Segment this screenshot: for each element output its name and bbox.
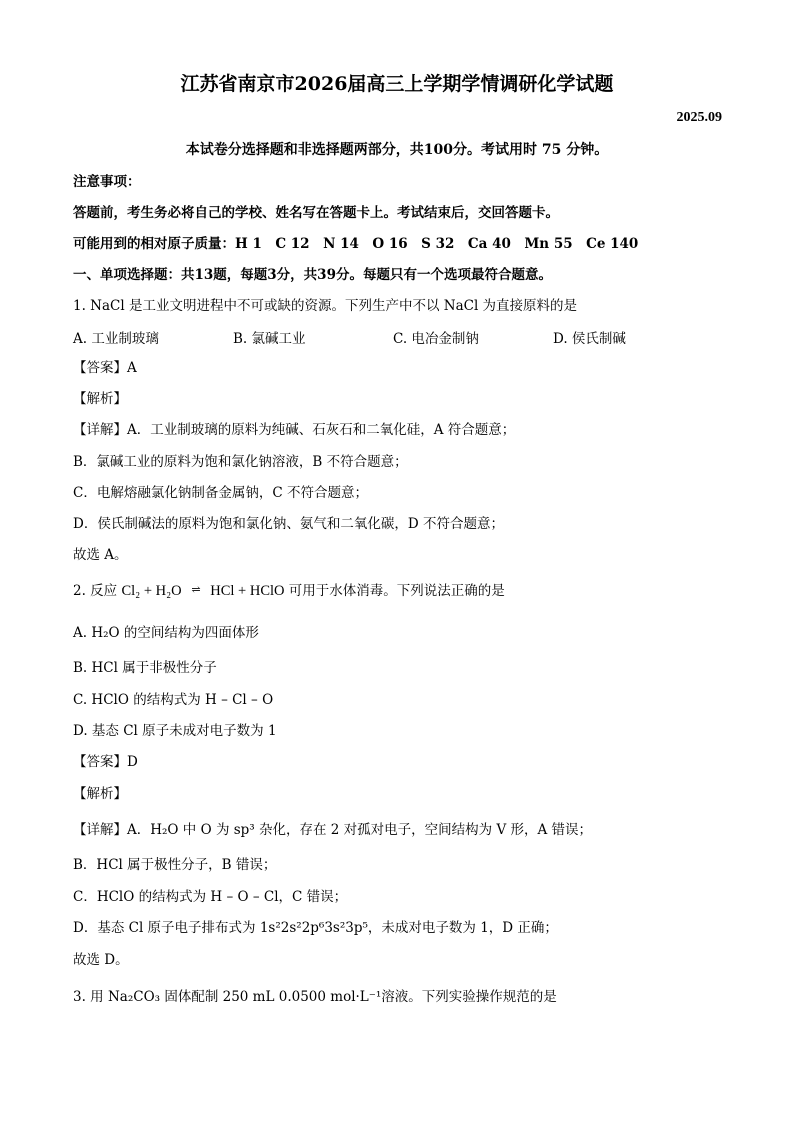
q2-detail-a: 【详解】A．H₂O 中 O 为 sp³ 杂化，存在 2 对孤对电子，空间结构为 V 形，A 错误； [73, 822, 593, 838]
q1-analysis-label: 【解析】 [73, 391, 127, 407]
exam-date: 2025.09 [676, 110, 722, 125]
q1-detail-c: C．电解熔融氯化钠制备金属钠，C 不符合题意； [73, 485, 368, 501]
q1-detail-a: 【详解】A．工业制玻璃的原料为纯碱、石灰石和二氧化硅，A 符合题意； [73, 422, 516, 438]
q2-detail-b: B．HCl 属于极性分子，B 错误； [73, 857, 277, 873]
q1-options [73, 327, 713, 347]
q2-option-d: D. 基态 Cl 原子未成对电子数为 1 [73, 723, 277, 739]
q1-option-c: C. 电冶金制钠 [393, 331, 479, 347]
q1-detail-d: D．侯氏制碱法的原料为饱和氯化钠、氨气和二氧化碳，D 不符合题意； [73, 516, 504, 532]
q2-stem-suffix: 可用于水体消毒。下列说法正确的是 [288, 583, 505, 599]
q1-conclusion: 故选 A。 [73, 547, 128, 563]
q2-equation-left: Cl₂ + H₂O [121, 583, 182, 599]
page-title: 江苏省南京市2026届高三上学期学情调研化学试题 [180, 73, 614, 95]
exam-intro: 本试卷分选择题和非选择题两部分，共100分。考试用时 75 分钟。 [185, 142, 609, 158]
q1-answer: 【答案】A [73, 360, 137, 376]
section-heading: 一、单项选择题：共13题，每题3分，共39分。每题只有一个选项最符合题意。 [73, 267, 552, 283]
q2-option-b: B. HCl 属于非极性分子 [73, 660, 217, 676]
q3-stem: 3. 用 Na₂CO₃ 固体配制 250 mL 0.0500 mol·L⁻¹溶液。下列实验操作规范的是 [73, 989, 557, 1005]
notice-heading: 注意事项： [73, 174, 141, 190]
equilibrium-arrow-icon: ⇌ [191, 583, 201, 596]
q2-equation-right: HCl + HClO [210, 583, 285, 599]
q2-detail-c: C．HClO 的结构式为 H – O – Cl，C 错误； [73, 889, 348, 905]
q2-option-a: A. H₂O 的空间结构为四面体形 [73, 625, 259, 641]
q2-stem [73, 580, 505, 601]
q2-answer: 【答案】D [73, 754, 138, 770]
q2-option-c: C. HClO 的结构式为 H – Cl – O [73, 692, 274, 708]
q1-stem: 1. NaCl 是工业文明进程中不可或缺的资源。下列生产中不以 NaCl 为直接原料的是 [73, 298, 578, 314]
q2-detail-d: D．基态 Cl 原子电子排布式为 1s²2s²2p⁶3s²3p⁵，未成对电子数为 1，D 正确； [73, 920, 558, 936]
q1-detail-b: B．氯碱工业的原料为饱和氯化钠溶液，B 不符合题意； [73, 454, 408, 470]
q1-option-d: D. 侯氏制碱 [553, 331, 626, 347]
notice-body: 答题前，考生务必将自己的学校、姓名写在答题卡上。考试结束后，交回答题卡。 [73, 205, 559, 221]
q2-analysis-label: 【解析】 [73, 786, 127, 802]
atomic-mass-line: 可能用到的相对原子质量：H 1 C 12 N 14 O 16 S 32 Ca 40 Mn 55 Ce 140 [73, 236, 639, 252]
q1-option-b: B. 氯碱工业 [233, 331, 306, 347]
q2-stem-prefix: 2. 反应 [73, 583, 118, 599]
q1-option-a: A. 工业制玻璃 [73, 331, 159, 347]
q2-conclusion: 故选 D。 [73, 952, 129, 968]
